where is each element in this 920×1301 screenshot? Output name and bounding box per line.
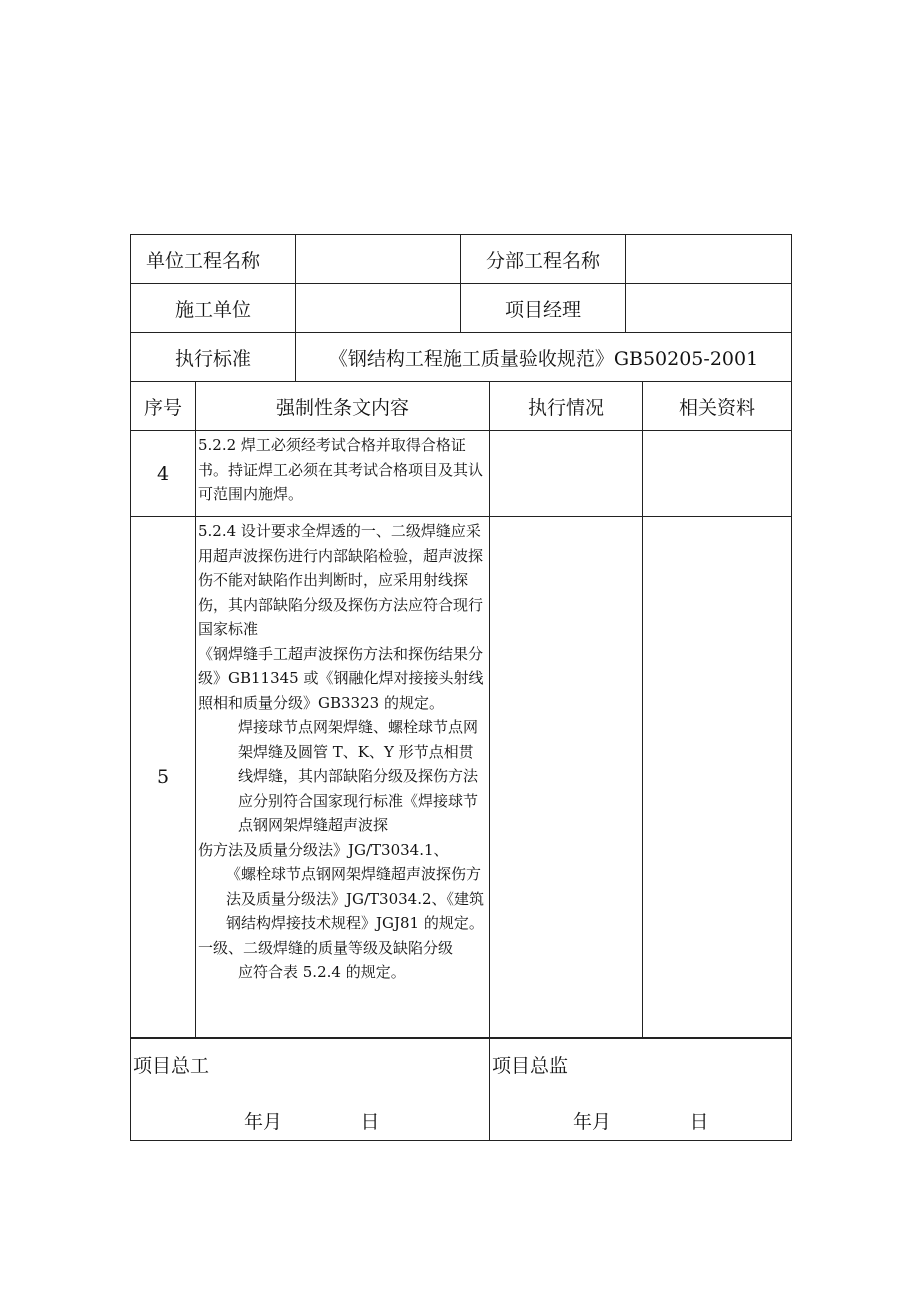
col-header-content: 强制性条文内容 [196, 382, 490, 431]
col-header-docs: 相关资料 [643, 382, 792, 431]
clause-text: 5.2.2 焊工必须经考试合格并取得合格证书。持证焊工必须在其考试合格项目及其认可范围内施焊。 [198, 436, 484, 503]
division-project-label: 分部工程名称 [461, 235, 626, 284]
chief-engineer-date: 年月 日 [244, 1111, 380, 1133]
division-project-value[interactable] [626, 235, 792, 284]
chief-engineer-cell[interactable] [131, 1039, 490, 1141]
clause-content [196, 431, 490, 517]
clause-text: 5.2.4 设计要求全焊透的一、二级焊缝应采用超声波探伤进行内部缺陷检验，超声波探伤不能对缺陷作出判断时，应采用射线探伤，其内部缺陷分级及探伤方法应符合现行国家标准 [198, 522, 484, 638]
docs-cell[interactable] [643, 431, 792, 517]
construction-unit-value[interactable] [296, 284, 461, 333]
project-supervisor-cell[interactable] [490, 1039, 792, 1141]
chief-engineer-label: 项目总工 [133, 1055, 210, 1077]
row-number: 4 [131, 431, 196, 517]
standard-label: 执行标准 [131, 333, 296, 382]
clause-content [196, 517, 490, 1038]
project-manager-label: 项目经理 [461, 284, 626, 333]
construction-unit-label: 施工单位 [131, 284, 296, 333]
standard-value: 《钢结构工程施工质量验收规范》GB50205-2001 [296, 333, 792, 382]
clauses-table [130, 381, 792, 1038]
project-supervisor-label: 项目总监 [492, 1055, 569, 1077]
table-row [131, 517, 792, 1038]
clause-text: 焊接球节点网架焊缝、螺栓球节点网架焊缝及圆管 T、K、Y 形节点相贯线焊缝，其内部缺陷分级及探伤方法应分别符合国家现行标准《焊接球节点钢网架焊缝超声波探 [238, 718, 479, 834]
clause-text: 伤方法及质量分级法》JG/T3034.1、 [198, 840, 449, 859]
col-header-status: 执行情况 [490, 382, 643, 431]
clause-text: 《螺栓球节点钢网架焊缝超声波探伤方法及质量分级法》JG/T3034.2、《建筑钢结构焊接技术规程》JGJ81 的规定。 [226, 865, 485, 932]
signature-table [130, 1038, 792, 1141]
unit-project-value[interactable] [296, 235, 461, 284]
clause-text: 一级、二级焊缝的质量等级及缺陷分级 [198, 938, 454, 957]
table-row [131, 431, 792, 517]
col-header-no: 序号 [131, 382, 196, 431]
clause-text: 《钢焊缝手工超声波探伤方法和探伤结果分级》GB11345 或《钢融化焊对接接头射线照相和质量分级》GB3323 的规定。 [198, 644, 484, 712]
status-cell[interactable] [490, 431, 643, 517]
row-number: 5 [131, 517, 196, 1038]
docs-cell[interactable] [643, 517, 792, 1038]
header-table [130, 234, 792, 382]
status-cell[interactable] [490, 517, 643, 1038]
project-supervisor-date: 年月 日 [573, 1111, 709, 1133]
clause-text: 应符合表 5.2.4 的规定。 [238, 963, 406, 981]
unit-project-label: 单位工程名称 [131, 235, 296, 284]
inspection-form [130, 234, 791, 1141]
project-manager-value[interactable] [626, 284, 792, 333]
